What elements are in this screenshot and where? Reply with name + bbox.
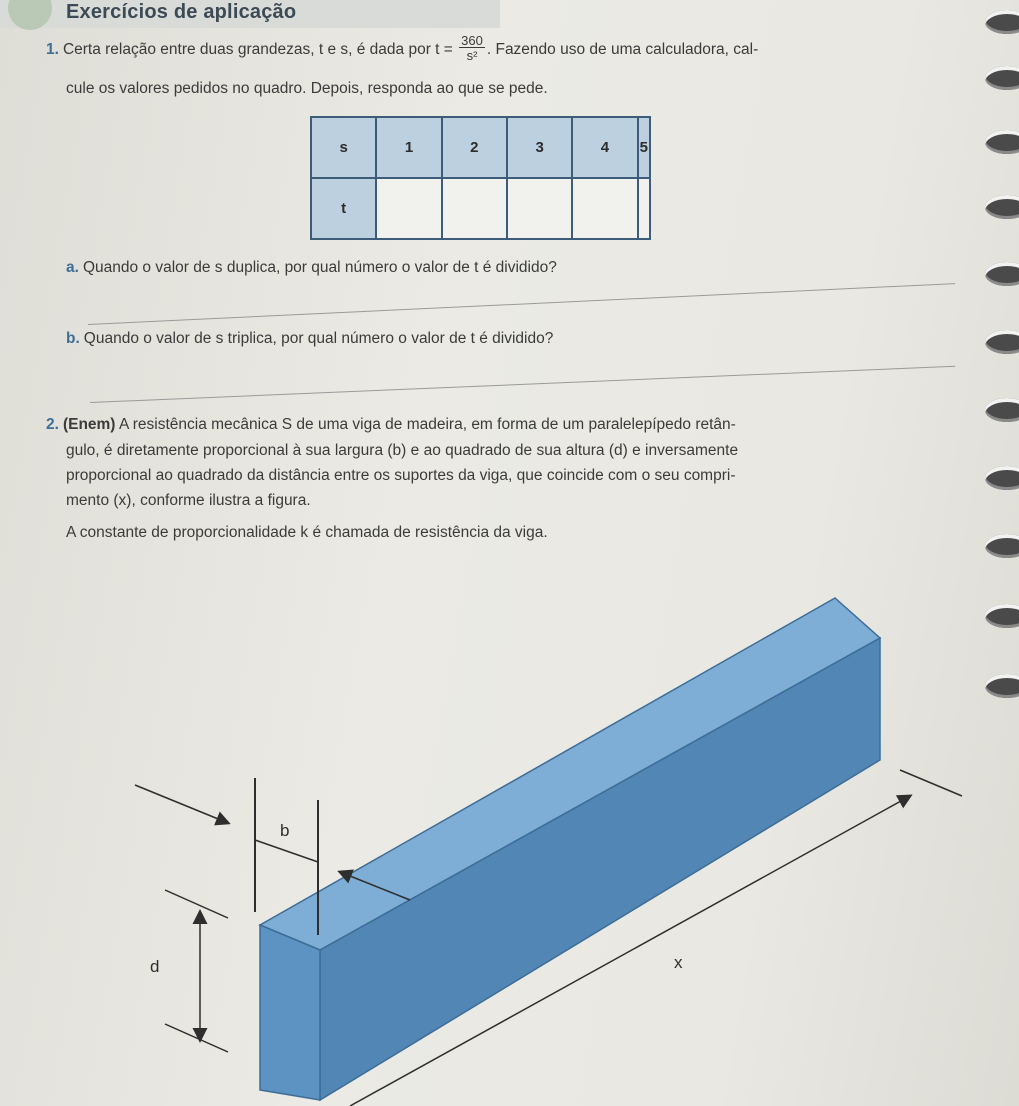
formula-numerator: 360 — [461, 33, 483, 48]
exercise-2-line4: mento (x), conforme ilustra a figura. — [66, 492, 311, 509]
table-header-t: t — [311, 178, 376, 239]
table-header-s: s — [311, 117, 376, 178]
formula-denominator: s² — [466, 48, 478, 63]
exercise-1-intro-line2: cule os valores pedidos no quadro. Depois, responda ao que se pede. — [66, 80, 548, 97]
table-cell-s-3: 3 — [507, 117, 572, 178]
exercise-2-text-1: A resistência mecânica S de uma viga de madeira, em forma de um paralelepípedo retân- — [118, 416, 736, 433]
table-cell-s-1: 1 — [376, 117, 441, 178]
section-title: Exercícios de aplicação — [66, 1, 297, 23]
exercise-2-number: 2. — [46, 416, 59, 433]
table-cell-s-4: 4 — [572, 117, 637, 178]
exercise-2-line3: proporcional ao quadrado da distância entre os suportes da viga, que coincide com o seu compri- — [66, 467, 736, 484]
item-b-letter: b. — [66, 330, 80, 347]
exercise-2-source: (Enem) — [62, 416, 116, 433]
exercise-2-line2: gulo, é diretamente proporcional à sua largura (b) e ao quadrado de sua altura (d) e inversamente — [66, 442, 739, 459]
item-b-text: Quando o valor de s triplica, por qual número o valor de t é dividido? — [83, 330, 554, 347]
b-dimension — [255, 840, 318, 862]
exercise-1-number: 1. — [46, 41, 59, 59]
b-arrow-left — [135, 785, 228, 823]
exercise-1-text-a: Certa relação entre duas grandezas, t e s, é dada por t = — [62, 41, 453, 59]
exercise-2-line5: A constante de proporcionalidade k é chamada de resistência da viga. — [66, 524, 548, 541]
beam-front-face — [260, 925, 320, 1100]
table-cell-s-5: 5 — [638, 117, 650, 178]
label-b: b — [280, 821, 290, 840]
item-a-text: Quando o valor de s duplica, por qual número o valor de t é dividido? — [82, 259, 557, 276]
item-a-letter: a. — [66, 259, 79, 276]
d-guide-bottom — [165, 1024, 228, 1052]
label-d: d — [150, 957, 160, 976]
exercise-1-text-b: . Fazendo uso de uma calculadora, cal- — [486, 41, 759, 59]
label-x: x — [674, 953, 683, 972]
x-guide-right — [900, 770, 962, 796]
table-cell-s-2: 2 — [442, 117, 507, 178]
d-guide-top — [165, 890, 228, 918]
